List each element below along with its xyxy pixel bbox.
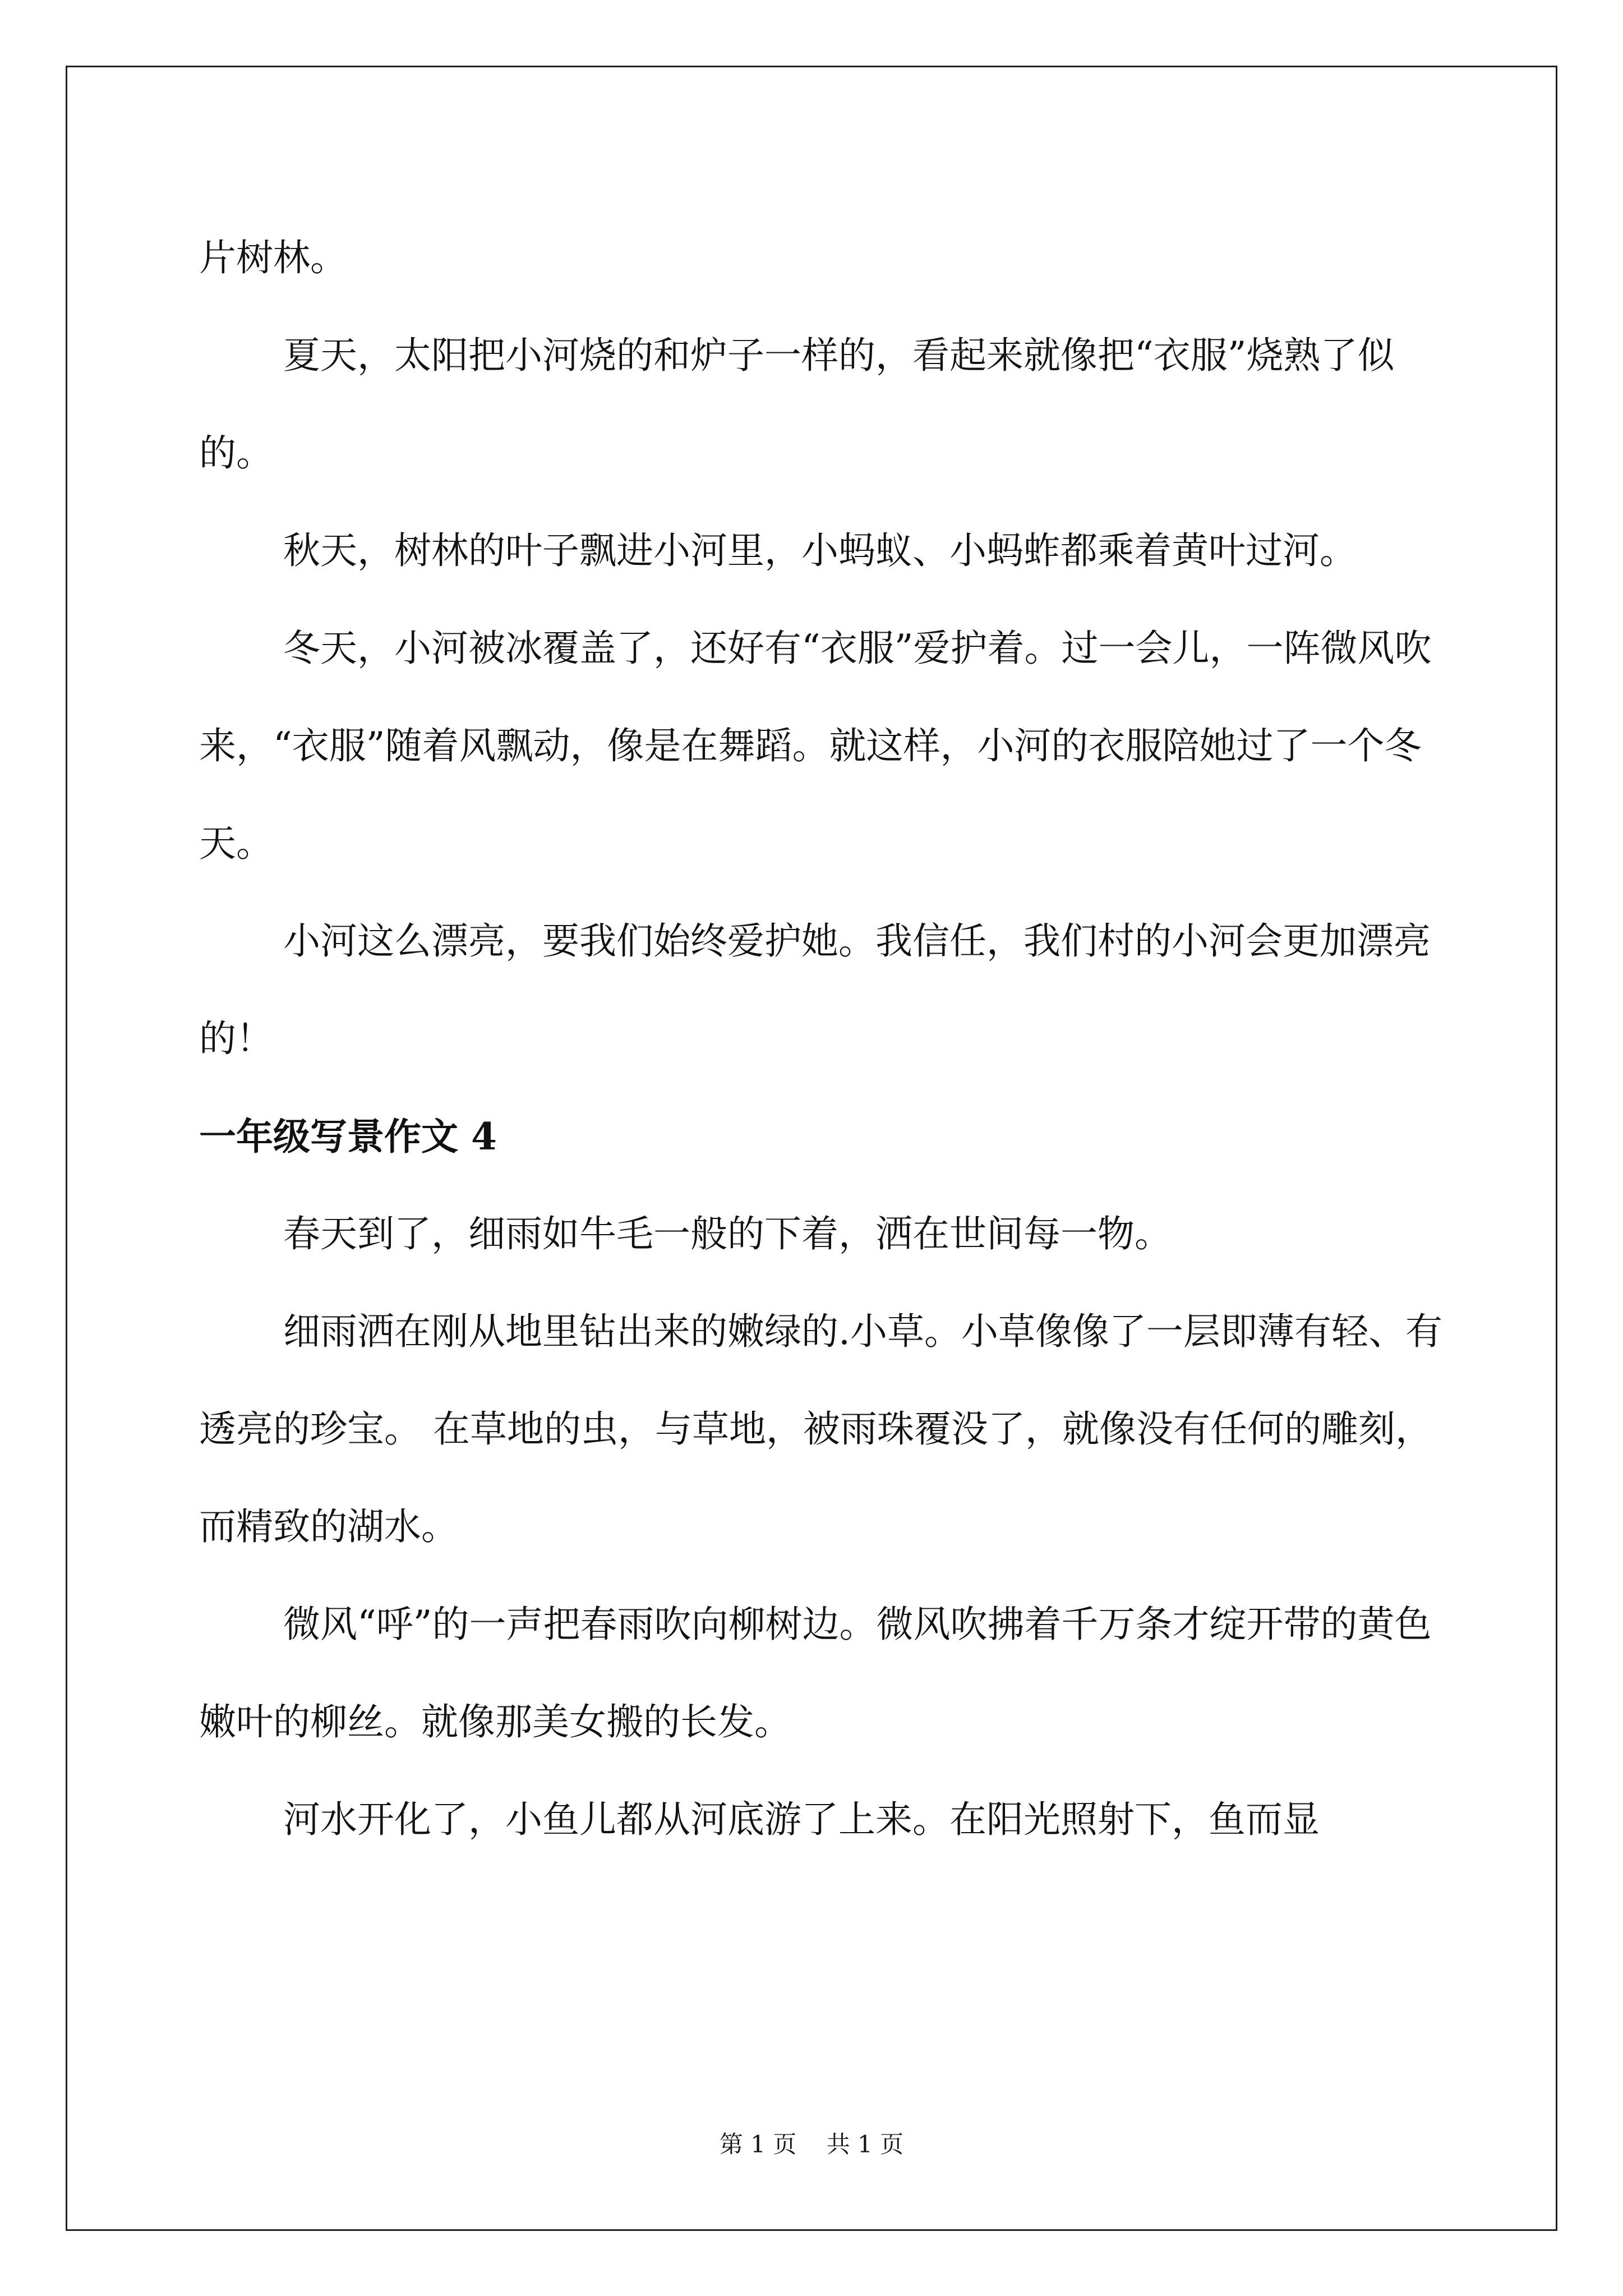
paragraph: 冬天，小河被冰覆盖了，还好有“衣服”爱护着。过一会儿，一阵微风吹来，“衣服”随着风飘动，像是在舞蹈。就这样，小河的衣服陪她过了一个冬天。	[199, 627, 1432, 865]
document-body	[199, 209, 1450, 1869]
paragraph: 小河这么漂亮，要我们始终爱护她。我信任，我们村的小河会更加漂亮的！	[199, 919, 1431, 1060]
paragraph: 细雨洒在刚从地里钻出来的嫩绿的.小草。小草像像了一层即薄有轻、有透亮的珍宝。 在草地的虫，与草地，被雨珠覆没了，就像没有任何的雕刻，而精致的湖水。	[199, 1310, 1442, 1548]
paragraph: 微风“呼”的一声把春雨吹向柳树边。微风吹拂着千万条才绽开带的黄色嫩叶的柳丝。就像那美女搬的长发。	[199, 1603, 1432, 1743]
paragraph: 河水开化了，小鱼儿都从河底游了上来。在阳光照射下，鱼而显	[283, 1798, 1320, 1841]
paragraph: 片树林。	[199, 236, 347, 279]
page-footer	[0, 2128, 1623, 2161]
paragraph: 夏天，太阳把小河烧的和炉子一样的，看起来就像把“衣服”烧熟了似的。	[199, 334, 1395, 475]
paragraph: 春天到了，细雨如牛毛一般的下着，洒在世间每一物。	[283, 1212, 1172, 1255]
paragraph: 秋天，树林的叶子飘进小河里，小蚂蚁、小蚂蚱都乘着黄叶过河。	[283, 529, 1357, 572]
page-number: 第 1 页 共 1 页	[719, 2131, 904, 2158]
section-heading: 一年级写景作文 4	[199, 1115, 497, 1158]
